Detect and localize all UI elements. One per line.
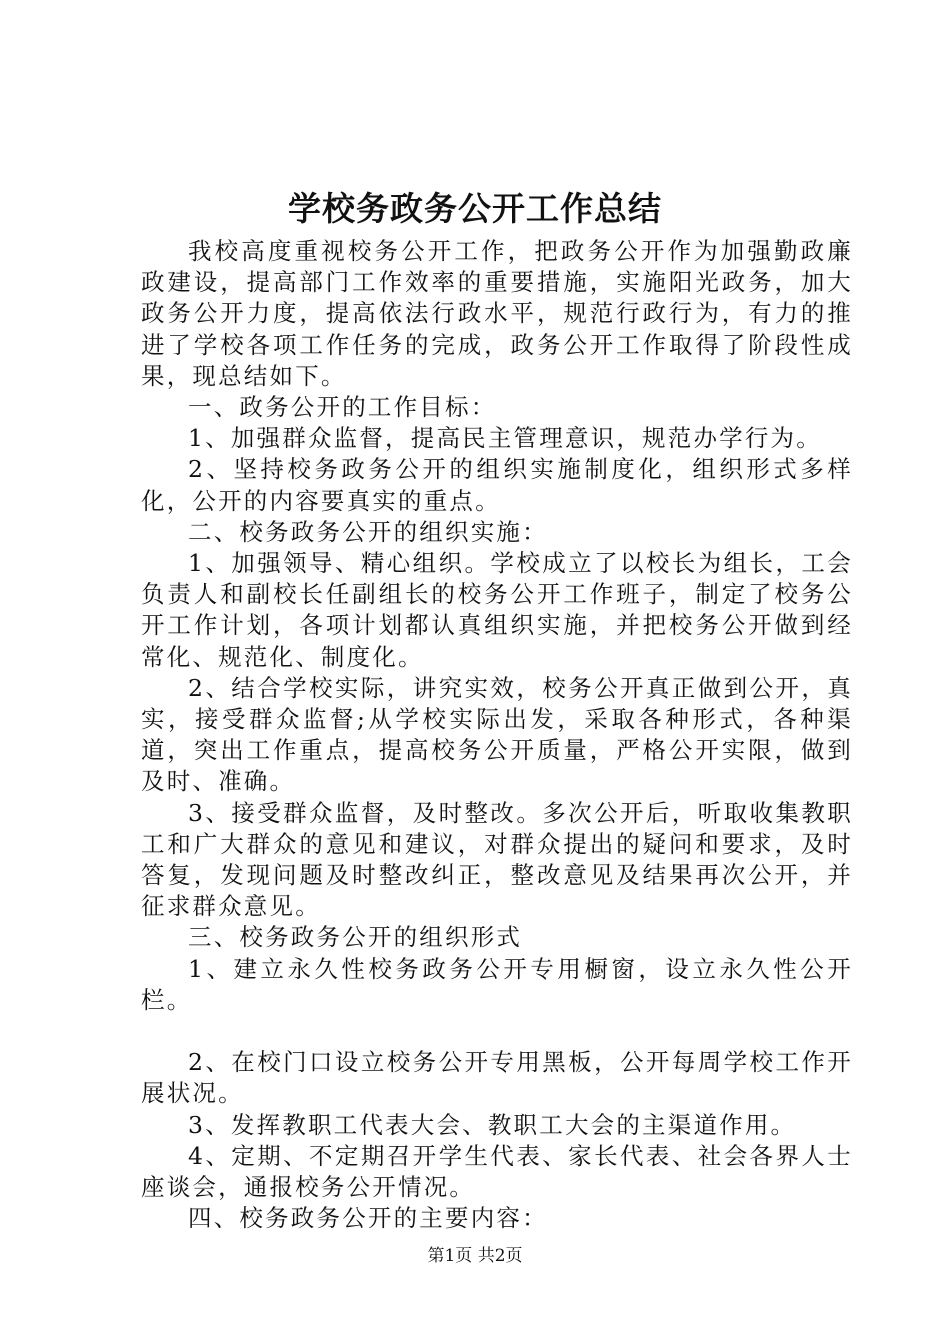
paragraph: 2、在校门口设立校务公开专用黑板，公开每周学校工作开展状况。 bbox=[141, 1048, 853, 1108]
document-title: 学校务政务公开工作总结 bbox=[288, 189, 662, 228]
page-footer: 第1页 共2页 bbox=[427, 1246, 523, 1266]
paragraph-intro: 我校高度重视校务公开工作，把政务公开作为加强勤政廉政建设，提高部门工作效率的重要措施，实施阳光政务，加大政务公开力度，提高依法行政水平，规范行政行为，有力的推进了学校各项工作任务的完成，政务公开工作取得了阶段性成果，现总结如下。 bbox=[141, 237, 853, 390]
paragraph: 1、建立永久性校务政务公开专用橱窗，设立永久性公开栏。 bbox=[141, 954, 853, 1014]
paragraph: 1、加强群众监督，提高民主管理意识，规范办学行为。 bbox=[188, 424, 822, 453]
section-heading-4: 四、校务政务公开的主要内容： bbox=[188, 1204, 548, 1233]
document-body bbox=[141, 236, 853, 1234]
paragraph: 4、定期、不定期召开学生代表、家长代表、社会各界人士座谈会，通报校务公开情况。 bbox=[141, 1141, 853, 1202]
section-heading-2: 二、校务政务公开的组织实施： bbox=[188, 517, 548, 546]
paragraph: 3、接受群众监督，及时整改。多次公开后，听取收集教职工和广大群众的意见和建议，对群众提出的疑问和要求，及时答复，发现问题及时整改纠正，整改意见及结果再次公开，并征求群众意见。 bbox=[141, 798, 853, 921]
section-heading-3: 三、校务政务公开的组织形式 bbox=[188, 923, 523, 952]
paragraph: 1、加强领导、精心组织。学校成立了以校长为组长，工会负责人和副校长任副组长的校务公开工作班子，制定了校务公开工作计划，各项计划都认真组织实施，并把校务公开做到经常化、规范化、制度化。 bbox=[141, 549, 853, 671]
section-heading-1: 一、政务公开的工作目标： bbox=[188, 393, 497, 422]
paragraph: 3、发挥教职工代表大会、教职工大会的主渠道作用。 bbox=[188, 1110, 797, 1139]
paragraph: 2、坚持校务政务公开的组织实施制度化，组织形式多样化，公开的内容要真实的重点。 bbox=[141, 455, 853, 515]
paragraph: 2、结合学校实际，讲究实效，校务公开真正做到公开，真实，接受群众监督;从学校实际出发，采取各种形式，各种渠道，突出工作重点，提高校务公开质量，严格公开实限，做到及时、准确。 bbox=[141, 673, 853, 796]
